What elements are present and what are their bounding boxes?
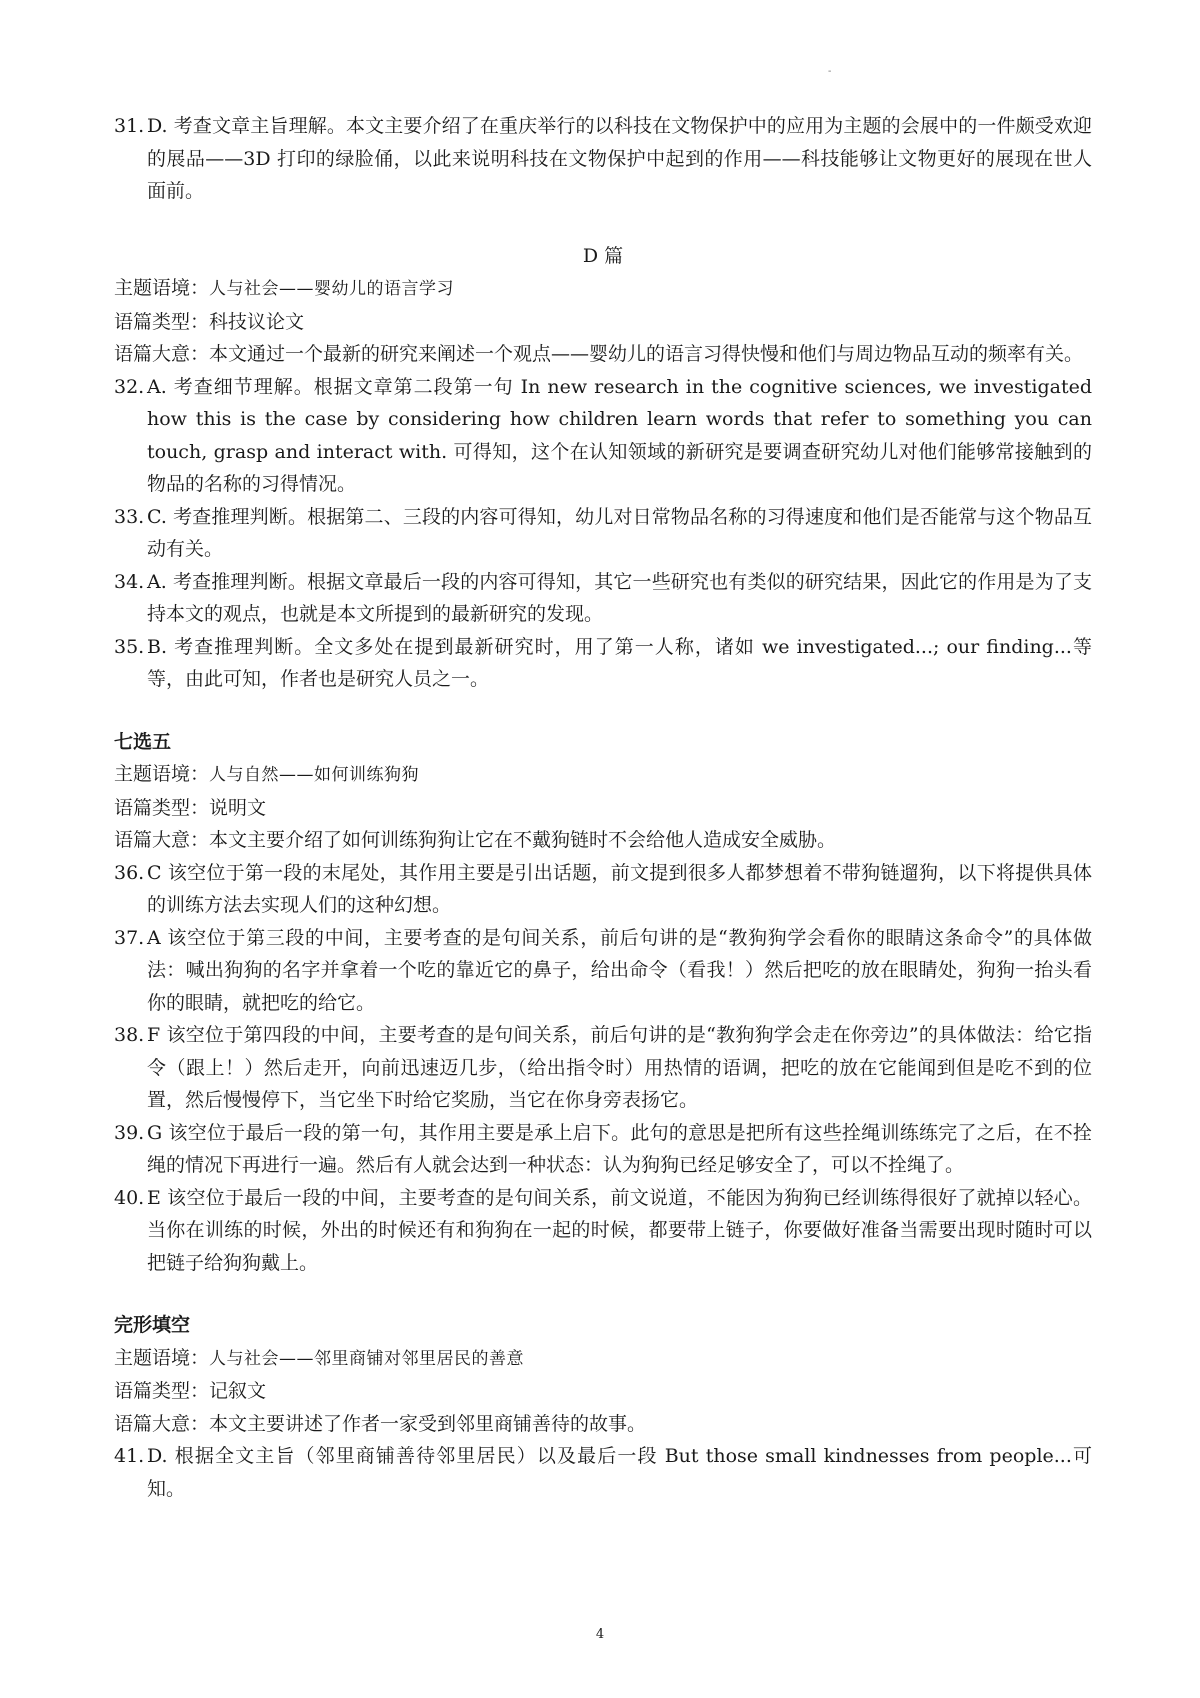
idea-value: 本文通过一个最新的研究来阐述一个观点——婴幼儿的语言习得快慢和他们与周边物品互动的频率有关。 (209, 343, 1084, 365)
item-number: 37. (114, 926, 145, 949)
item-number: 39. (114, 1121, 145, 1144)
text-type (114, 306, 1092, 339)
topic-value: 人与社会——邻里商铺对邻里居民的善意 (209, 1348, 525, 1369)
item-text: G 该空位于最后一段的第一句，其作用主要是承上启下。此句的意思是把所有这些拴绳训练练完了之后，在不拴绳的情况下再进行一遍。然后有人就会达到一种状态：认为狗狗已经足够安全了，可以不拴绳了。 (147, 1121, 1092, 1176)
answer-item-35 (114, 631, 1092, 696)
item-text: A. 考查推理判断。根据文章最后一段的内容可得知，其它一些研究也有类似的研究结果，因此它的作用是为了支持本文的观点，也就是本文所提到的最新研究的发现。 (147, 570, 1092, 625)
text-type (114, 792, 1092, 825)
page-number: 4 (595, 1627, 605, 1642)
answer-content (114, 110, 1092, 1505)
topic-label: 主题语境： (114, 1346, 210, 1369)
item-text: B. 考查推理判断。全文多处在提到最新研究时，用了第一人称，诸如 we investigated...; our finding...等等，由此可知，作者也是研究人员之一。 (147, 635, 1092, 690)
topic-context (114, 758, 1092, 792)
idea-label: 语篇大意： (114, 829, 210, 851)
item-number: 40. (114, 1186, 145, 1209)
type-value: 记叙文 (209, 1380, 267, 1402)
answer-item-33 (114, 501, 1092, 566)
item-text: F 该空位于第四段的中间，主要考查的是句间关系，前后句讲的是“教狗狗学会走在你旁边”的具体做法：给它指令（跟上！）然后走开，向前迅速迈几步，（给出指令时）用热情的语调，把吃的放在它能闻到但是吃不到的位置，然后慢慢停下，当它坐下时给它奖励，当它在你身旁表扬它。 (147, 1024, 1092, 1111)
answer-item-32 (114, 371, 1092, 501)
item-text: E 该空位于最后一段的中间，主要考查的是句间关系，前文说道，不能因为狗狗已经训练得很好了就掉以轻心。当你在训练的时候，外出的时候还有和狗狗在一起的时候，都要带上链子，你要做好准备当需要出现时随时可以把链子给狗狗戴上。 (147, 1186, 1092, 1274)
item-number: 31. (114, 115, 145, 137)
answer-item-38 (114, 1019, 1092, 1117)
main-idea (114, 338, 1092, 371)
item-text: C 该空位于第一段的末尾处，其作用主要是引出话题，前文提到很多人都梦想着不带狗链遛狗，以下将提供具体的训练方法去实现人们的这种幻想。 (147, 861, 1092, 916)
section-title-d: D 篇 (582, 244, 624, 267)
top-mark: - (828, 66, 832, 77)
item-text: A. 考查细节理解。根据文章第二段第一句 In new research in the cognitive sciences, we investigated how this is the case by considering how children learn words that refer to something you can touch, grasp and interact with. 可得知，这个在认知领域的新研究是要调查研究幼儿对他们能够常接触到的物品的名称的习得情况。 (147, 375, 1092, 495)
item-text: D. 根据全文主旨（邻里商铺善待邻里居民）以及最后一段 But those small kindnesses from people...可知。 (147, 1445, 1092, 1500)
answer-item-36 (114, 857, 1092, 922)
section-title-seven-choose-five: 七选五 (114, 730, 172, 753)
answer-item-39 (114, 1117, 1092, 1182)
answer-item-34 (114, 566, 1092, 631)
topic-label: 主题语境： (114, 763, 210, 785)
item-number: 38. (114, 1024, 145, 1046)
item-number: 33. (114, 505, 145, 528)
item-number: 34. (114, 570, 145, 593)
type-value: 说明文 (209, 796, 267, 819)
text-type (114, 1375, 1092, 1408)
type-label: 语篇类型： (114, 1380, 210, 1402)
topic-value: 人与社会——婴幼儿的语言学习 (209, 279, 455, 299)
item-number: 32. (114, 375, 145, 398)
type-label: 语篇类型： (114, 310, 210, 333)
topic-value: 人与自然——如何训练狗狗 (209, 765, 420, 785)
topic-context (114, 1342, 1092, 1376)
main-idea (114, 1408, 1092, 1441)
section-title-cloze: 完形填空 (114, 1314, 191, 1336)
main-idea (114, 824, 1092, 857)
item-text: C. 考查推理判断。根据第二、三段的内容可得知，幼儿对日常物品名称的习得速度和他们是否能常与这个物品互动有关。 (147, 505, 1092, 560)
answer-item-31 (114, 110, 1092, 208)
type-label: 语篇类型： (114, 796, 210, 819)
topic-label: 主题语境： (114, 277, 210, 299)
answer-item-37 (114, 922, 1092, 1020)
idea-value: 本文主要介绍了如何训练狗狗让它在不戴狗链时不会给他人造成安全威胁。 (209, 829, 837, 851)
topic-context (114, 272, 1092, 306)
item-number: 36. (114, 861, 145, 884)
item-text: A 该空位于第三段的中间，主要考查的是句间关系，前后句讲的是“教狗狗学会看你的眼睛这条命令”的具体做法：喊出狗狗的名字并拿着一个吃的靠近它的鼻子，给出命令（看我！）然后把吃的放在眼睛处，狗狗一抬头看你的眼睛，就把吃的给它。 (147, 926, 1092, 1014)
idea-value: 本文主要讲述了作者一家受到邻里商铺善待的故事。 (209, 1412, 647, 1435)
item-text: D. 考查文章主旨理解。本文主要介绍了在重庆举行的以科技在文物保护中的应用为主题的会展中的一件颇受欢迎的展品——3D 打印的绿脸俑，以此来说明科技在文物保护中起到的作用——科技能够让文物更好的展现在世人面前。 (147, 115, 1092, 202)
type-value: 科技议论文 (209, 310, 305, 333)
item-number: 35. (114, 635, 145, 658)
idea-label: 语篇大意： (114, 1412, 210, 1435)
answer-item-40 (114, 1182, 1092, 1280)
answer-item-41 (114, 1440, 1092, 1505)
item-number: 41. (114, 1445, 145, 1467)
idea-label: 语篇大意： (114, 343, 210, 365)
